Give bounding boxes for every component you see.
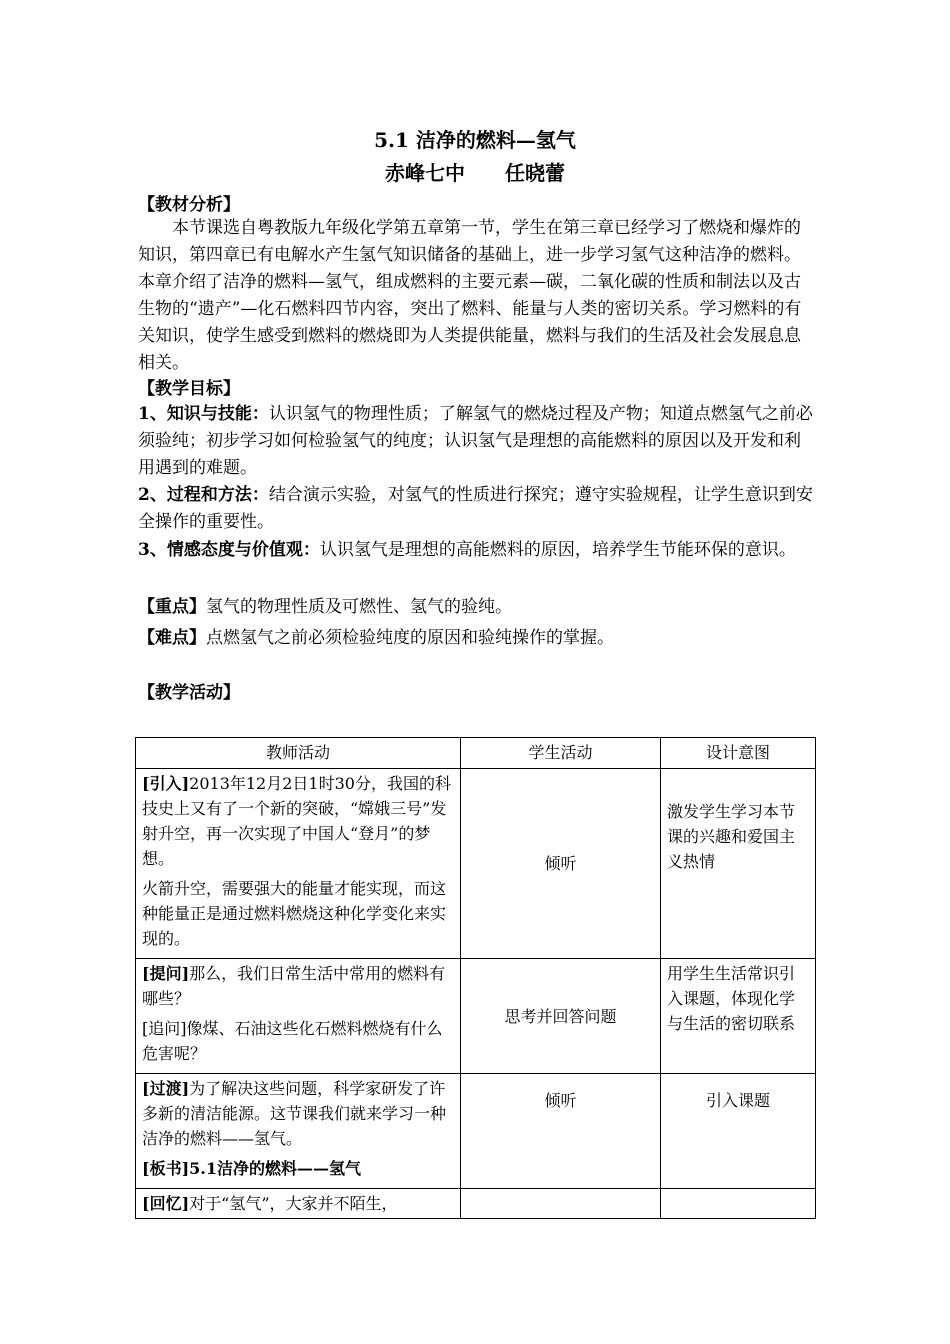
key-point — [138, 594, 814, 621]
table-row — [136, 1189, 816, 1219]
teacher-cell — [136, 959, 461, 1074]
activities-table — [135, 737, 816, 1219]
step-tag: [过渡] — [142, 1079, 190, 1098]
lesson-title: 5.1 洁净的燃料—氢气 — [374, 128, 576, 152]
intent-cell: 用学生生活常识引入课题，体现化学与生活的密切联系 — [661, 959, 816, 1074]
table-header-row — [136, 738, 816, 769]
student-cell: 思考并回答问题 — [461, 959, 661, 1074]
difficulty — [138, 625, 814, 652]
key-point-text: 氢气的物理性质及可燃性、氢气的验纯。 — [206, 597, 512, 617]
step-text: 2013年12月2日1时30分，我国的科技史上又有了一个新的突破，“嫦娥三号”发射升空，再一次实现了中国人“登月”的梦想。 — [142, 774, 451, 868]
column-header: 设计意图 — [661, 738, 816, 769]
analysis-text: 本节课选自粤教版九年级化学第五章第一节，学生在第三章已经学习了燃烧和爆炸的知识，第四章已有电解水产生氢气知识储备的基础上，进一步学习氢气这种洁净的燃料。本章介绍了洁净的燃料—氢气，组成燃料的主要元素—碳，二氧化碳的性质和制法以及古生物的“遗产”—化石燃料四节内容，突出了燃料、能量与人类的密切关系。学习燃料的有关知识，使学生感受到燃料的燃烧即为人类提供能量，燃料与我们的生活及社会发展息息相关。 — [138, 218, 802, 373]
table-row — [136, 959, 816, 1074]
goal-text: 认识氢气是理想的高能燃料的原因，培养学生节能环保的意识。 — [319, 540, 796, 560]
step-tag: [回忆] — [142, 1194, 190, 1213]
step-text: [追问]像煤、石油这些化石燃料燃烧有什么危害呢？ — [142, 1019, 443, 1063]
table-row — [136, 769, 816, 959]
goal-lead: 2、过程和方法： — [138, 485, 269, 505]
analysis-heading: 【教材分析】 — [138, 195, 240, 215]
goal-lead: 1、知识与技能： — [138, 404, 269, 424]
author-line: 赤峰七中 任晓蕾 — [385, 161, 565, 185]
table-row — [136, 1074, 816, 1189]
goal-item — [138, 537, 814, 564]
step-text: 火箭升空，需要强大的能量才能实现，而这种能量正是通过燃料燃烧这种化学变化来实现的。 — [142, 879, 447, 948]
goal-text: 认识氢气的物理性质；了解氢气的燃烧过程及产物；知道点燃氢气之前必须验纯；初步学习如何检验氢气的纯度；认识氢气是理想的高能燃料的原因以及开发和利用遇到的难题。 — [138, 404, 813, 478]
goal-item — [138, 401, 814, 482]
goal-text: 结合演示实验，对氢气的性质进行探究；遵守实验规程，让学生意识到安全操作的重要性。 — [138, 485, 813, 532]
goals-heading: 【教学目标】 — [138, 379, 240, 399]
step-tag: [引入] — [142, 774, 190, 793]
student-cell — [461, 1189, 661, 1219]
step-text: 5.1洁净的燃料——氢气 — [189, 1159, 361, 1178]
difficulty-text: 点燃氢气之前必须检验纯度的原因和验纯操作的掌握。 — [206, 628, 614, 648]
column-header: 教师活动 — [136, 738, 461, 769]
activities-heading: 【教学活动】 — [138, 683, 240, 703]
intent-cell — [661, 1189, 816, 1219]
column-header: 学生活动 — [461, 738, 661, 769]
goal-item — [138, 482, 814, 536]
student-cell: 倾听 — [461, 1074, 661, 1189]
student-cell: 倾听 — [461, 769, 661, 959]
step-tag: [提问] — [142, 964, 190, 983]
intent-cell: 引入课题 — [661, 1074, 816, 1189]
teacher-cell — [136, 769, 461, 959]
step-text: 对于“氢气”，大家并不陌生， — [189, 1194, 398, 1213]
goal-lead: 3、情感态度与价值观： — [138, 540, 320, 560]
teacher-cell — [136, 1189, 461, 1219]
teacher-cell — [136, 1074, 461, 1189]
intent-cell: 激发学生学习本节课的兴趣和爱国主义热情 — [661, 769, 816, 959]
step-text: 那么，我们日常生活中常用的燃料有哪些？ — [142, 964, 446, 1008]
difficulty-lead: 【难点】 — [138, 628, 206, 648]
step-tag: [板书] — [142, 1159, 190, 1178]
step-text: 为了解决这些问题，科学家研发了许多新的清洁能源。这节课我们就来学习一种洁净的燃料——氢气。 — [142, 1079, 447, 1148]
key-point-lead: 【重点】 — [138, 597, 206, 617]
